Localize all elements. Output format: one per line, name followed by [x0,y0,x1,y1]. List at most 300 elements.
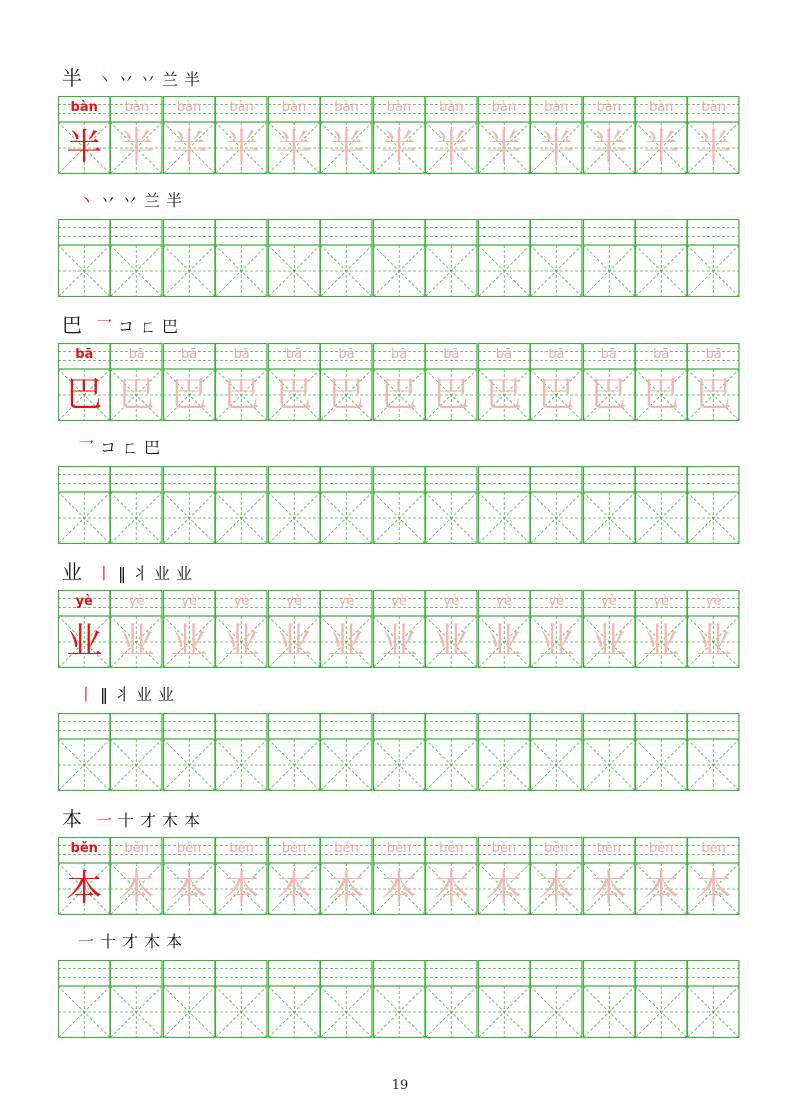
model-character: 半 [66,127,103,168]
pinyin-label: běn [176,841,202,856]
stroke-step: ‖ [118,564,127,583]
page-number: 19 [391,1078,409,1093]
stroke-step: コ [100,438,117,457]
trace-cell [320,837,372,915]
practice-cell[interactable] [110,219,162,297]
trace-character: 巴 [380,374,417,415]
practice-cell[interactable] [373,960,425,1038]
trace-character: 半 [118,127,155,168]
practice-cell[interactable] [530,713,582,791]
trace-cell [583,837,635,915]
trace-character: 半 [380,127,417,168]
practice-cell[interactable] [110,466,162,544]
cell-grid-lines [58,219,110,297]
practice-cell[interactable] [373,713,425,791]
stroke-step: 兰 [144,191,161,210]
trace-character: 业 [328,621,365,662]
practice-cell[interactable] [635,219,687,297]
stroke-step: 本 [166,932,183,951]
model-cell [58,590,110,668]
trace-character: 巴 [171,374,208,415]
pinyin-label: yè [705,594,722,609]
pinyin-label: bàn [544,100,569,115]
trace-cell [687,343,739,421]
practice-cell[interactable] [215,713,267,791]
pinyin-label: yè [75,594,93,609]
trace-character: 业 [538,621,575,662]
practice-cell[interactable] [215,466,267,544]
cell-grid-lines [530,960,582,1038]
trace-cell [215,837,267,915]
cell-grid-lines [58,466,110,544]
trace-cell [425,96,477,174]
trace-cell [530,590,582,668]
pinyin-label: běn [124,841,149,856]
pinyin-label: bā [705,347,722,362]
trace-cell [268,837,320,915]
trace-character: 本 [695,868,732,909]
cell-grid-lines [215,713,267,791]
stroke-step: ‖ [100,685,109,704]
cell-grid-lines [58,713,110,791]
stroke-step: 丬 [132,564,149,583]
practice-cell[interactable] [425,219,477,297]
cell-grid-lines [530,219,582,297]
trace-cell [583,590,635,668]
practice-cell[interactable] [268,466,320,544]
practice-cell[interactable] [583,960,635,1038]
practice-cell[interactable] [58,713,110,791]
cell-grid-lines [215,466,267,544]
pinyin-label: bā [495,347,512,362]
stroke-step: 木 [144,932,161,951]
trace-character: 巴 [328,374,365,415]
trace-cell [163,590,215,668]
trace-cell [215,343,267,421]
pinyin-label: yè [653,594,670,609]
pinyin-label: běn [491,841,517,856]
trace-character: 本 [433,868,470,909]
pinyin-label: yè [496,594,512,609]
cell-grid-lines [320,713,372,791]
stroke-order-heading [62,310,184,340]
cell-grid-lines [163,219,215,297]
practice-cell[interactable] [635,466,687,544]
trace-cell [530,96,582,174]
character-label: 本 [62,807,82,831]
stroke-step: 丨 [96,564,113,583]
cell-grid-lines [215,960,267,1038]
practice-cell[interactable] [58,960,110,1038]
cell-grid-lines [163,713,215,791]
practice-cell[interactable] [163,466,215,544]
trace-cell [268,96,320,174]
stroke-step: 丷 [122,191,139,210]
pinyin-label: běn [386,841,412,856]
stroke-order-heading [62,557,198,587]
practice-cell[interactable] [373,219,425,297]
trace-character: 本 [380,868,417,909]
trace-character: 半 [590,127,627,168]
trace-cell [478,343,530,421]
pinyin-label: bàn [386,100,412,115]
trace-character: 业 [380,621,417,662]
pinyin-label: běn [281,841,307,856]
trace-cell [268,343,320,421]
stroke-order-heading [62,804,206,834]
model-character: 业 [66,621,103,662]
trace-character: 本 [590,868,627,909]
pinyin-label: běn [334,841,359,856]
pinyin-label: bàn [439,100,464,115]
trace-character: 本 [276,868,313,909]
pinyin-label: yè [128,594,145,609]
trace-character: 半 [328,127,365,168]
practice-cell[interactable] [268,960,320,1038]
practice-cell[interactable] [530,466,582,544]
cell-grid-lines [583,960,635,1038]
trace-cell [583,96,635,174]
trace-character: 业 [118,621,155,662]
stroke-step: 巴 [144,438,161,457]
pinyin-label: yè [338,594,355,609]
model-character: 巴 [66,374,103,415]
trace-character: 半 [433,127,470,168]
pinyin-label: běn [544,841,569,856]
practice-cell[interactable] [687,466,739,544]
pinyin-label: bā [181,347,198,362]
practice-cell[interactable] [268,713,320,791]
trace-cell [110,590,162,668]
trace-cell [163,837,215,915]
practice-cell[interactable] [635,960,687,1038]
trace-cell [530,837,582,915]
trace-cell [268,590,320,668]
pinyin-label: bā [390,347,408,362]
practice-cell[interactable] [320,466,372,544]
stroke-step: 乛 [78,438,95,457]
trace-character: 半 [276,127,313,168]
trace-cell [635,837,687,915]
cell-grid-lines [635,219,687,297]
trace-cell [583,343,635,421]
tracing-row [58,837,740,915]
practice-cell[interactable] [110,713,162,791]
cell-grid-lines [373,960,425,1038]
trace-character: 半 [223,127,260,168]
stroke-order-line [78,927,188,957]
character-label: 半 [62,66,82,90]
stroke-step: 才 [122,932,139,951]
trace-character: 巴 [695,374,732,415]
stroke-order-line [78,433,166,463]
model-character: 本 [66,868,103,909]
trace-cell [530,343,582,421]
trace-character: 本 [223,868,260,909]
trace-character: 本 [643,868,680,909]
trace-cell [163,343,215,421]
stroke-step: 一 [96,811,113,830]
model-cell [58,837,110,915]
pinyin-label: bàn [491,100,517,115]
cell-grid-lines [373,466,425,544]
model-cell [58,343,110,421]
cell-grid-lines [583,466,635,544]
pinyin-label: yè [443,594,460,609]
cell-grid-lines [58,960,110,1038]
cell-grid-lines [478,219,530,297]
trace-cell [110,96,162,174]
model-cell [58,96,110,174]
practice-cell[interactable] [215,960,267,1038]
pinyin-label: bā [338,347,355,362]
trace-character: 本 [171,868,208,909]
trace-cell [163,96,215,174]
trace-character: 巴 [538,374,575,415]
cell-grid-lines [530,713,582,791]
pinyin-label: běn [439,841,464,856]
practice-cell[interactable] [478,713,530,791]
trace-character: 巴 [643,374,680,415]
trace-character: 业 [643,621,680,662]
trace-cell [478,837,530,915]
stroke-step: コ [118,317,135,336]
practice-cell[interactable] [163,960,215,1038]
cell-grid-lines [110,713,162,791]
practice-row [58,219,740,297]
cell-grid-lines [635,466,687,544]
stroke-step: ㄈ [140,317,157,336]
practice-cell[interactable] [58,219,110,297]
trace-character: 巴 [485,374,522,415]
pinyin-label: yè [548,594,565,609]
pinyin-label: bàn [701,100,726,115]
stroke-order-line [78,680,180,710]
cell-grid-lines [268,713,320,791]
trace-character: 本 [538,868,575,909]
stroke-step: 半 [166,191,183,210]
trace-character: 本 [118,868,155,909]
cell-grid-lines [320,960,372,1038]
stroke-step: 业 [136,685,153,704]
pinyin-label: bàn [648,100,674,115]
cell-grid-lines [425,219,477,297]
practice-cell[interactable] [687,219,739,297]
cell-grid-lines [268,466,320,544]
practice-cell[interactable] [687,713,739,791]
pinyin-label: bā [75,347,94,362]
cell-grid-lines [373,219,425,297]
cell-grid-lines [163,466,215,544]
practice-cell[interactable] [530,219,582,297]
practice-row [58,713,740,791]
stroke-step: 业 [176,564,193,583]
trace-character: 半 [485,127,522,168]
trace-cell [373,96,425,174]
character-label: 巴 [62,313,82,337]
pinyin-label: bàn [124,100,149,115]
stroke-step: 十 [100,932,117,951]
stroke-order-line [78,186,188,216]
cell-grid-lines [320,219,372,297]
trace-character: 巴 [276,374,313,415]
practice-cell[interactable] [215,219,267,297]
cell-grid-lines [478,960,530,1038]
cell-grid-lines [583,219,635,297]
trace-cell [215,590,267,668]
pinyin-label: bā [233,347,250,362]
pinyin-label: bàn [596,100,621,115]
practice-cell[interactable] [425,960,477,1038]
practice-cell[interactable] [478,466,530,544]
pinyin-label: běn [648,841,674,856]
cell-grid-lines [425,466,477,544]
cell-grid-lines [373,713,425,791]
practice-cell[interactable] [163,713,215,791]
practice-cell[interactable] [268,219,320,297]
stroke-step: 本 [184,811,201,830]
cell-grid-lines [110,960,162,1038]
practice-cell[interactable] [320,713,372,791]
cell-grid-lines [320,466,372,544]
cell-grid-lines [687,219,739,297]
trace-cell [687,590,739,668]
trace-character: 半 [538,127,575,168]
stroke-step: 丬 [114,685,131,704]
pinyin-label: yè [600,594,617,609]
stroke-step: 业 [158,685,175,704]
pinyin-label: bā [285,347,303,362]
stroke-step: 乛 [96,317,113,336]
trace-character: 半 [171,127,208,168]
cell-grid-lines [687,960,739,1038]
cell-grid-lines [425,960,477,1038]
trace-cell [425,590,477,668]
practice-cell[interactable] [425,466,477,544]
cell-grid-lines [268,219,320,297]
stroke-step: 丷 [140,70,157,89]
trace-character: 业 [590,621,627,662]
trace-cell [478,96,530,174]
character-label: 业 [62,560,82,584]
pinyin-label: bā [600,347,617,362]
practice-cell[interactable] [58,466,110,544]
practice-cell[interactable] [163,219,215,297]
trace-cell [425,837,477,915]
practice-cell[interactable] [583,219,635,297]
trace-cell [478,590,530,668]
trace-cell [373,590,425,668]
stroke-step: 业 [154,564,171,583]
practice-cell[interactable] [635,713,687,791]
trace-character: 巴 [433,374,470,415]
practice-cell[interactable] [320,219,372,297]
practice-cell[interactable] [478,219,530,297]
stroke-step: 半 [184,70,201,89]
pinyin-label: yè [181,594,197,609]
stroke-step: 丶 [96,70,113,89]
trace-cell [425,343,477,421]
pinyin-label: bā [548,347,565,362]
trace-character: 业 [171,621,208,662]
practice-cell[interactable] [530,960,582,1038]
pinyin-label: běn [701,841,726,856]
cell-grid-lines [635,960,687,1038]
practice-cell[interactable] [478,960,530,1038]
trace-cell [110,837,162,915]
stroke-step: 十 [118,811,135,830]
tracing-row [58,590,740,668]
cell-grid-lines [110,466,162,544]
stroke-step: 巴 [162,317,179,336]
stroke-step: 丷 [100,191,117,210]
stroke-order-heading [62,63,206,93]
trace-cell [320,96,372,174]
practice-cell[interactable] [373,466,425,544]
pinyin-label: yè [233,594,250,609]
trace-character: 巴 [223,374,260,415]
trace-cell [373,343,425,421]
trace-character: 半 [695,127,732,168]
practice-cell[interactable] [110,960,162,1038]
stroke-step: 丨 [78,685,95,704]
stroke-step: 丷 [118,70,135,89]
pinyin-label: bàn [176,100,202,115]
pinyin-label: běn [70,841,98,856]
trace-character: 业 [485,621,522,662]
trace-cell [635,590,687,668]
practice-cell[interactable] [425,713,477,791]
trace-cell [215,96,267,174]
trace-cell [687,96,739,174]
tracing-row [58,96,740,174]
cell-grid-lines [478,466,530,544]
trace-cell [373,837,425,915]
pinyin-label: yè [391,594,407,609]
pinyin-label: bā [128,347,145,362]
trace-character: 本 [328,868,365,909]
cell-grid-lines [478,713,530,791]
trace-cell [320,343,372,421]
tracing-row [58,343,740,421]
stroke-step: 木 [162,811,179,830]
stroke-step: 兰 [162,70,179,89]
trace-character: 巴 [590,374,627,415]
pinyin-label: běn [596,841,621,856]
practice-cell[interactable] [687,960,739,1038]
trace-character: 业 [433,621,470,662]
pinyin-label: bā [653,347,670,362]
trace-character: 业 [276,621,313,662]
practice-row [58,960,740,1038]
trace-cell [635,343,687,421]
cell-grid-lines [530,466,582,544]
pinyin-label: bàn [229,100,254,115]
trace-character: 半 [643,127,680,168]
trace-character: 本 [485,868,522,909]
practice-cell[interactable] [320,960,372,1038]
pinyin-label: bàn [334,100,359,115]
cell-grid-lines [163,960,215,1038]
stroke-step: ㄈ [122,438,139,457]
stroke-step: 丶 [78,191,95,210]
cell-grid-lines [687,713,739,791]
pinyin-label: yè [286,594,302,609]
trace-character: 业 [223,621,260,662]
cell-grid-lines [110,219,162,297]
practice-cell[interactable] [583,466,635,544]
practice-cell[interactable] [583,713,635,791]
